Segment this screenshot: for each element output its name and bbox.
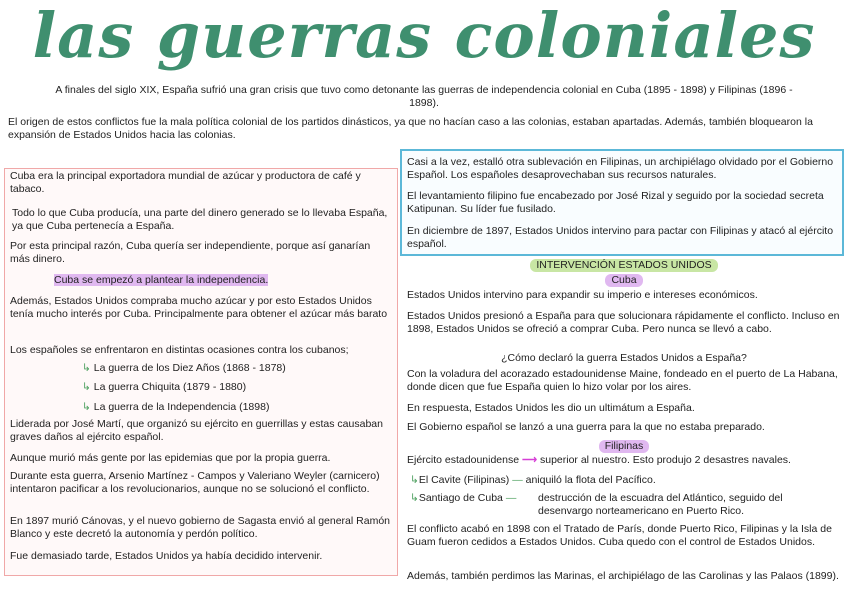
left-paragraph-4: Además, Estados Unidos compraba mucho azúcar y por esto Estados Unidos tenía mucho interés por Cuba. Principalmente para obtener el azúcar más barato bbox=[10, 295, 388, 320]
left-paragraph-8: Durante esta guerra, Arsenio Martínez - Campos y Valeriano Weyler (carnicero) intentaron pacificar a los revolucionarios, aunque no se solucionó el conflicto. bbox=[10, 470, 380, 495]
arrow-right-icon: ↳ bbox=[410, 492, 419, 504]
arrow-right-icon: ↳ bbox=[82, 401, 91, 413]
filipinas-heading: Filipinas bbox=[599, 440, 650, 453]
right-paragraph-5: El Gobierno español se lanzó a una guerra para la que no estaba preparado. bbox=[407, 421, 765, 433]
right-box-paragraph-2: El levantamiento filipino fue encabezado por José Rizal y seguido por la sociedad secreta Katipunan. Su líder fue fusilado. bbox=[407, 190, 824, 215]
dash-icon: — bbox=[505, 492, 517, 504]
war-item-2: ↳ La guerra Chiquita (1879 - 1880) bbox=[82, 381, 247, 393]
intro-paragraph-1: A finales del siglo XIX, España sufrió una gran crisis que tuvo como detonante las guerras de independencia colonial en Cuba (1895 - 1898) y Filipinas (1896 - 1898). bbox=[55, 84, 793, 109]
army-line: Ejército estadounidense ⟶ superior al nuestro. Esto produjo 2 desastres navales. bbox=[407, 454, 791, 466]
arrow-right-icon: ⟶ bbox=[522, 454, 538, 466]
right-paragraph-4: En respuesta, Estados Unidos les dio un ultimátum a España. bbox=[407, 402, 695, 414]
war-item-1: ↳ La guerra de los Diez Años (1868 - 1878) bbox=[82, 362, 286, 374]
cavite-line: ↳El Cavite (Filipinas) — aniquiló la flota del Pacífico. bbox=[410, 474, 656, 486]
santiago-label: ↳Santiago de Cuba — bbox=[410, 492, 517, 504]
left-paragraph-2: Todo lo que Cuba producía, una parte del dinero generado se lo llevaba España, ya que Cuba pertenecía a España. bbox=[12, 207, 388, 232]
dash-icon: — bbox=[512, 474, 523, 486]
right-paragraph-2: Estados Unidos presionó a España para que solucionara rápidamente el conflicto. Incluso en 1898, Estados Unidos se ofreció a comprar Cuba. Pero nunca se llevó a cabo. bbox=[407, 310, 840, 335]
right-box-paragraph-3: En diciembre de 1897, Estados Unidos intervino para pactar con Filipinas y atacó al ejército español. bbox=[407, 225, 834, 250]
page-title: las guerras coloniales bbox=[32, 0, 816, 72]
right-paragraph-3: Con la voladura del acorazado estadounidense Maine, fondeado en el puerto de La Habana, donde dicen que fue España quien lo hizo volar por los aires. bbox=[407, 368, 838, 393]
left-paragraph-5: Los españoles se enfrentaron en distintas ocasiones contra los cubanos; bbox=[10, 344, 349, 356]
left-paragraph-3: Por esta principal razón, Cuba quería ser independiente, porque así ganarían más dinero. bbox=[10, 240, 371, 265]
cuba-heading: Cuba bbox=[605, 274, 642, 287]
right-paragraph-6: El conflicto acabó en 1898 con el Tratado de París, donde Puerto Rico, Filipinas y la Isla de Guam fueron cedidos a Estados Unidos. Cuba quedo con el control de Estados Unidos. bbox=[407, 523, 832, 548]
left-heading-independence: Cuba se empezó a plantear la independencia. bbox=[54, 274, 269, 286]
left-paragraph-7: Aunque murió más gente por las epidemias que por la propia guerra. bbox=[10, 452, 331, 464]
war-item-3: ↳ La guerra de la Independencia (1898) bbox=[82, 401, 270, 413]
right-paragraph-1: Estados Unidos intervino para expandir su imperio e intereses económicos. bbox=[407, 289, 758, 301]
left-paragraph-1: Cuba era la principal exportadora mundial de azúcar y productora de café y tabaco. bbox=[10, 170, 361, 195]
left-paragraph-6: Liderada por José Martí, que organizó su ejército en guerrillas y estas causaban graves daños al ejército español. bbox=[10, 418, 383, 443]
right-paragraph-7: Además, también perdimos las Marinas, el archipiélago de las Carolinas y las Palaos (1899). bbox=[407, 570, 839, 582]
arrow-right-icon: ↳ bbox=[82, 362, 91, 374]
arrow-right-icon: ↳ bbox=[410, 474, 419, 486]
war-question: ¿Cómo declaró la guerra Estados Unidos a España? bbox=[501, 352, 747, 364]
intro-paragraph-2: El origen de estos conflictos fue la mala política colonial de los partidos dinásticos, ya que no hacían caso a las colonias, estaban apartadas. Además, también bloquearon la expansión de Estados Unidos hacia las colonias. bbox=[8, 116, 813, 141]
left-paragraph-10: Fue demasiado tarde, Estados Unidos ya había decidido intervenir. bbox=[10, 550, 323, 562]
left-paragraph-9: En 1897 murió Cánovas, y el nuevo gobierno de Sagasta envió al general Ramón Blanco y este decretó la autonomía y perdón político. bbox=[10, 515, 390, 540]
section-heading-intervention: INTERVENCIÓN ESTADOS UNIDOS bbox=[530, 259, 717, 272]
right-box-paragraph-1: Casi a la vez, estalló otra sublevación en Filipinas, un archipiélago olvidado por el Gobierno Español. Los españoles desaprovechaban sus recursos naturales. bbox=[407, 156, 834, 181]
santiago-description: destrucción de la escuadra del Atlántico, seguido del desenvargo norteamericano en Puerto Rico. bbox=[538, 492, 783, 517]
arrow-right-icon: ↳ bbox=[82, 381, 91, 393]
